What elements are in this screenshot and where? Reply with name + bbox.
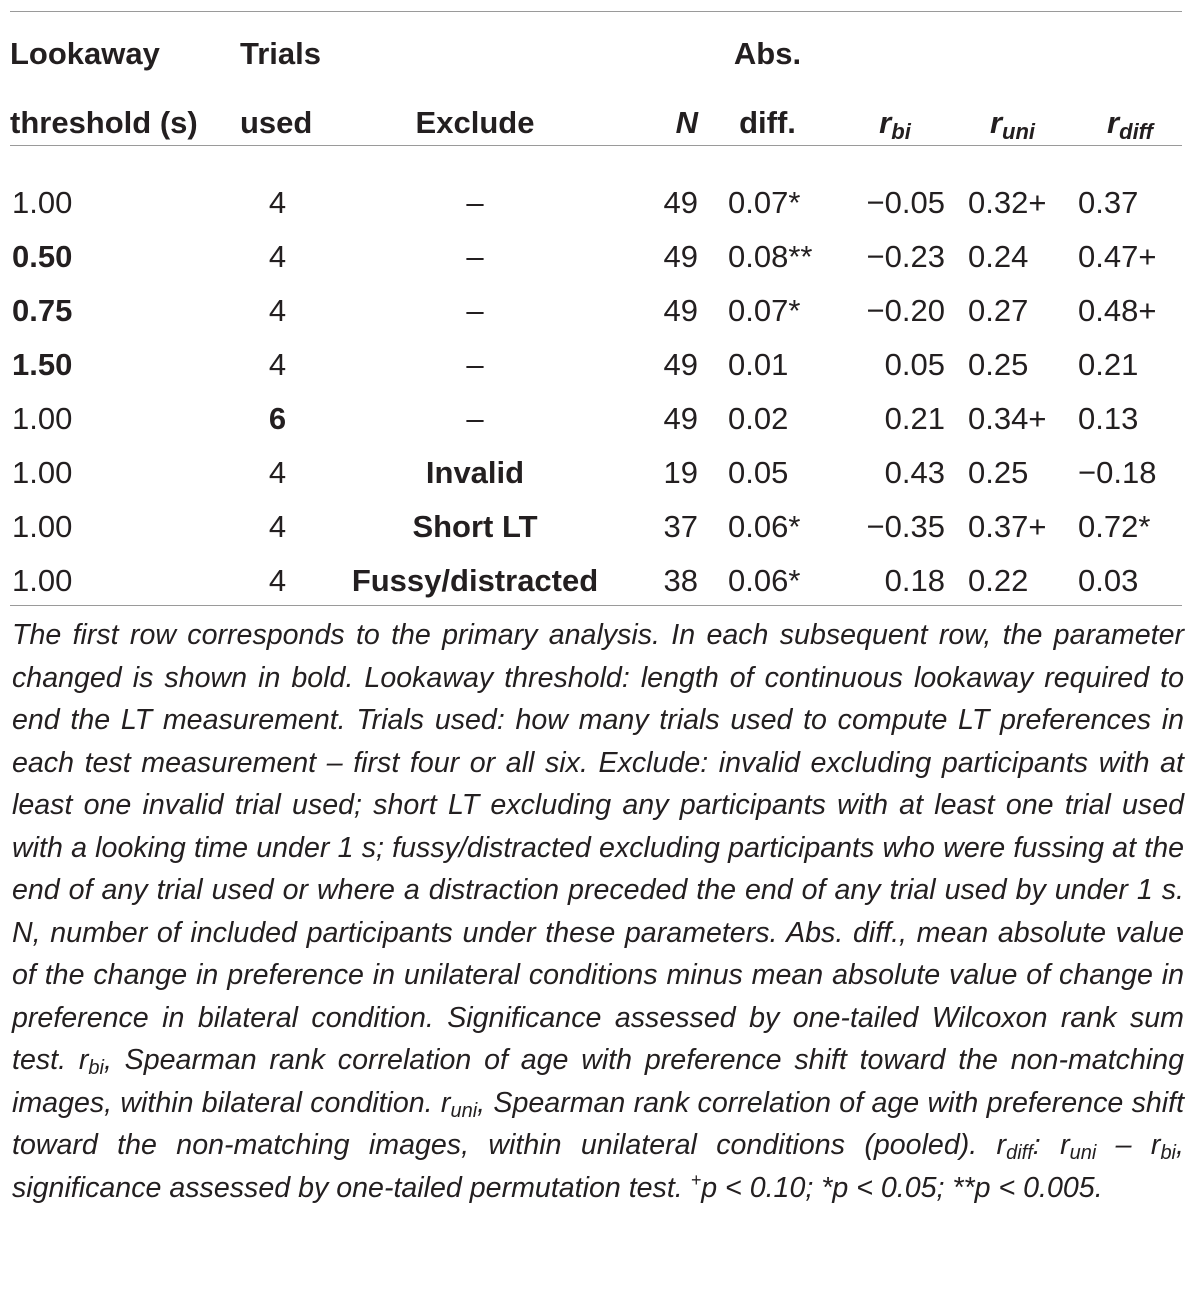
header-threshold-line1: Lookaway bbox=[10, 36, 160, 71]
cell-rdiff: 0.03 bbox=[1078, 563, 1139, 598]
cell-n: 49 bbox=[663, 293, 698, 328]
cell-exclude: – bbox=[466, 293, 484, 328]
cell-runi: 0.24 bbox=[968, 239, 1029, 274]
cell-threshold: 1.00 bbox=[12, 509, 73, 544]
cell-threshold: 1.00 bbox=[12, 455, 73, 490]
cell-rbi: −0.23 bbox=[866, 239, 945, 274]
cell-rdiff: 0.13 bbox=[1078, 401, 1139, 436]
table-row bbox=[10, 230, 1190, 284]
table-row bbox=[10, 158, 1190, 230]
cell-trials: 4 bbox=[268, 563, 287, 598]
cell-absdiff: 0.01 bbox=[728, 347, 789, 382]
cell-n: 49 bbox=[663, 347, 698, 382]
header-rdiff: $r_{diff}$ bbox=[1107, 105, 1153, 144]
table-row bbox=[10, 392, 1190, 446]
table-row bbox=[10, 500, 1190, 554]
cell-absdiff: 0.05 bbox=[728, 455, 789, 490]
header-row-2 bbox=[10, 96, 1190, 158]
cell-n: 49 bbox=[663, 239, 698, 274]
cell-rdiff: −0.18 bbox=[1078, 455, 1157, 490]
cell-rdiff: 0.72* bbox=[1078, 509, 1151, 544]
cell-absdiff: 0.02 bbox=[728, 401, 789, 436]
cell-absdiff: 0.07* bbox=[728, 185, 801, 220]
cell-trials: 4 bbox=[268, 185, 287, 220]
table-row bbox=[10, 338, 1190, 392]
results-table bbox=[10, 16, 1190, 608]
cell-absdiff: 0.07* bbox=[728, 293, 801, 328]
cell-exclude: – bbox=[466, 185, 484, 220]
cell-exclude: – bbox=[466, 347, 484, 382]
header-exclude: Exclude bbox=[415, 105, 535, 140]
cell-runi: 0.25 bbox=[968, 347, 1029, 382]
cell-rbi: 0.21 bbox=[884, 401, 945, 436]
cell-threshold: 0.50 bbox=[12, 239, 73, 274]
cell-runi: 0.32+ bbox=[968, 185, 1047, 220]
header-threshold-line2: threshold (s) bbox=[10, 105, 198, 140]
cell-rbi: 0.18 bbox=[884, 563, 945, 598]
cell-trials: 4 bbox=[268, 239, 287, 274]
header-row-1 bbox=[10, 16, 1190, 96]
cell-trials: 4 bbox=[268, 455, 287, 490]
cell-absdiff: 0.06* bbox=[728, 509, 801, 544]
cell-trials: 4 bbox=[268, 347, 287, 382]
header-trials-line1: Trials bbox=[240, 36, 321, 71]
cell-n: 38 bbox=[663, 563, 698, 598]
table-row bbox=[10, 284, 1190, 338]
cell-exclude: – bbox=[466, 401, 484, 436]
cell-runi: 0.37+ bbox=[968, 509, 1047, 544]
cell-runi: 0.25 bbox=[968, 455, 1029, 490]
cell-trials: 4 bbox=[268, 293, 287, 328]
cell-threshold: 1.00 bbox=[12, 401, 73, 436]
cell-trials: 6 bbox=[268, 401, 287, 436]
cell-n: 49 bbox=[663, 401, 698, 436]
top-rule bbox=[10, 11, 1182, 12]
cell-absdiff: 0.08** bbox=[728, 239, 813, 274]
cell-rdiff: 0.21 bbox=[1078, 347, 1139, 382]
header-n: N bbox=[675, 105, 698, 140]
cell-exclude: Invalid bbox=[425, 455, 525, 490]
header-runi: $r_{uni}$ bbox=[989, 105, 1036, 144]
cell-exclude: – bbox=[466, 239, 484, 274]
header-absdiff-line2: diff. bbox=[739, 105, 796, 140]
cell-rbi: −0.35 bbox=[866, 509, 945, 544]
cell-runi: 0.34+ bbox=[968, 401, 1047, 436]
cell-runi: 0.27 bbox=[968, 293, 1029, 328]
cell-n: 19 bbox=[663, 455, 698, 490]
cell-rbi: 0.05 bbox=[884, 347, 945, 382]
cell-threshold: 1.00 bbox=[12, 563, 73, 598]
table-row bbox=[10, 554, 1190, 608]
cell-rbi: 0.43 bbox=[884, 455, 945, 490]
header-trials-line2: used bbox=[240, 105, 313, 140]
cell-trials: 4 bbox=[268, 509, 287, 544]
cell-threshold: 0.75 bbox=[12, 293, 73, 328]
header-absdiff-line1: Abs. bbox=[733, 36, 802, 71]
cell-n: 37 bbox=[663, 509, 698, 544]
cell-runi: 0.22 bbox=[968, 563, 1029, 598]
cell-absdiff: 0.06* bbox=[728, 563, 801, 598]
table-footnote: The first row corresponds to the primary analysis. In each subsequent row, the parameter changed is shown in bold. Lookaway threshold: length of continuous lookaway required to end the LT measurement. Trials used: how many trials used to compute LT preferences in each test measurement – first four or all six. Exclude: invalid excluding participants with at least one invalid trial used; short LT excluding any participants with at least one trial used with a looking time under 1 s; fussy/distracted excluding participants who were fussing at the end of any trial used or where a distraction preceded the end of any trial used by under 1 s. N, number of included participants under these parameters. Abs. diff., mean absolute value of the change in preference in unilateral conditions minus mean absolute value of change in preference in bilateral condition. Significance assessed by one-tailed Wilcoxon rank sum test. $r_{bi}$, Spearman rank correlation of age with preference shift toward the non-matching images, within bilateral condition. $r_{uni}$, Spearman rank correlation of age with preference shift toward the non-matching images, within unilateral conditions (pooled). $r_{diff}$: $r_{uni} - r_{bi}$, significance assessed by one-tailed permutation test. +p < 0.10; *p < 0.05; **p < 0.005. bbox=[12, 619, 1185, 1204]
header-rbi: $r_{bi}$ bbox=[879, 105, 911, 144]
cell-exclude: Fussy/distracted bbox=[351, 563, 599, 598]
cell-rdiff: 0.37 bbox=[1078, 185, 1139, 220]
cell-rdiff: 0.47+ bbox=[1078, 239, 1157, 274]
table-row bbox=[10, 446, 1190, 500]
cell-rbi: −0.20 bbox=[866, 293, 945, 328]
cell-threshold: 1.00 bbox=[12, 185, 73, 220]
table-body bbox=[10, 158, 1190, 608]
cell-rbi: −0.05 bbox=[866, 185, 945, 220]
cell-exclude: Short LT bbox=[412, 509, 538, 544]
cell-n: 49 bbox=[663, 185, 698, 220]
cell-rdiff: 0.48+ bbox=[1078, 293, 1157, 328]
cell-threshold: 1.50 bbox=[12, 347, 73, 382]
